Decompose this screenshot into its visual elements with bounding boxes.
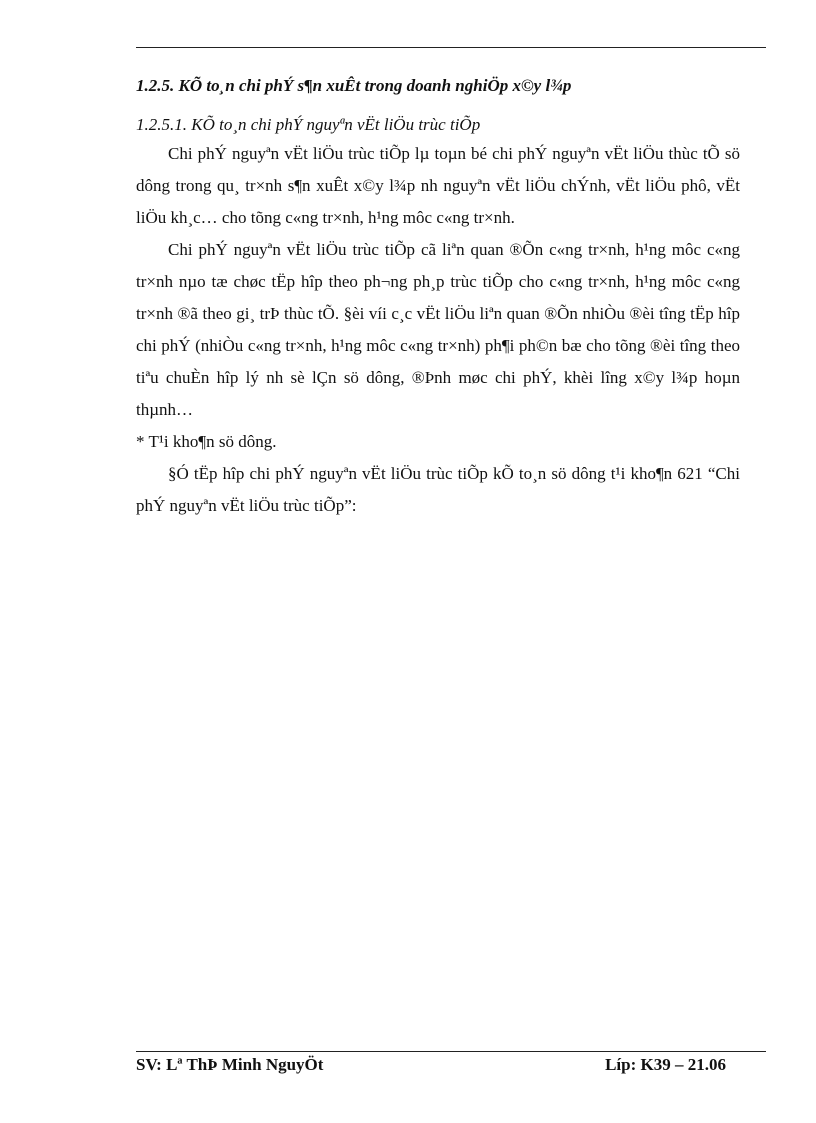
subsection-heading: 1.2.5.1. KÕ to¸n chi phÝ nguyªn vËt liÖu trùc tiÕp bbox=[136, 115, 481, 134]
document-body bbox=[136, 74, 740, 522]
paragraph-2: Chi phÝ nguyªn vËt liÖu trùc tiÕp cã liªn quan ®Õn c«ng tr×nh, h¹ng môc c«ng tr×nh nµo tæ chøc tËp hîp theo ph¬ng ph¸p trùc tiÕp cho c«ng tr×nh, h¹ng môc c«ng tr×nh ®ã theo gi¸ trÞ thùc tÕ. §èi víi c¸c vËt liÖu liªn quan ®Õn nhiÒu ®èi tîng tËp hîp chi phÝ (nhiÒu c«ng tr×nh, h¹ng môc c«ng tr×nh) ph¶i ph©n bæ cho tõng ®èi tîng theo tiªu chuÈn hîp lý nh sè lÇn sö dông, ®Þnh møc chi phÝ, khèi lîng x©y l¾p hoµn thµnh… bbox=[136, 240, 740, 419]
footer-rule bbox=[136, 1051, 766, 1052]
header-rule bbox=[136, 47, 766, 48]
paragraph-3: * T¹i kho¶n sö dông. bbox=[136, 432, 277, 451]
paragraph-1: Chi phÝ nguyªn vËt liÖu trùc tiÕp lµ toµn bé chi phÝ nguyªn vËt liÖu thùc tÕ sö dông trong qu¸ tr×nh s¶n xuÊt x©y l¾p nh nguyªn vËt liÖu chÝnh, vËt liÖu phô, vËt liÖu kh¸c… cho tõng c«ng tr×nh, h¹ng môc c«ng tr×nh. bbox=[136, 144, 740, 227]
paragraph-4: §Ó tËp hîp chi phÝ nguyªn vËt liÖu trùc tiÕp kÕ to¸n sö dông t¹i kho¶n 621 “Chi phÝ nguyªn vËt liÖu trùc tiÕp”: bbox=[136, 464, 740, 515]
footer-student-name: SV: Lª ThÞ Minh NguyÖt bbox=[136, 1055, 324, 1074]
footer-class-code: Líp: K39 – 21.06 bbox=[605, 1055, 726, 1074]
section-heading: 1.2.5. KÕ to¸n chi phÝ s¶n xuÊt trong doanh nghiÖp x©y l¾p bbox=[136, 76, 572, 95]
